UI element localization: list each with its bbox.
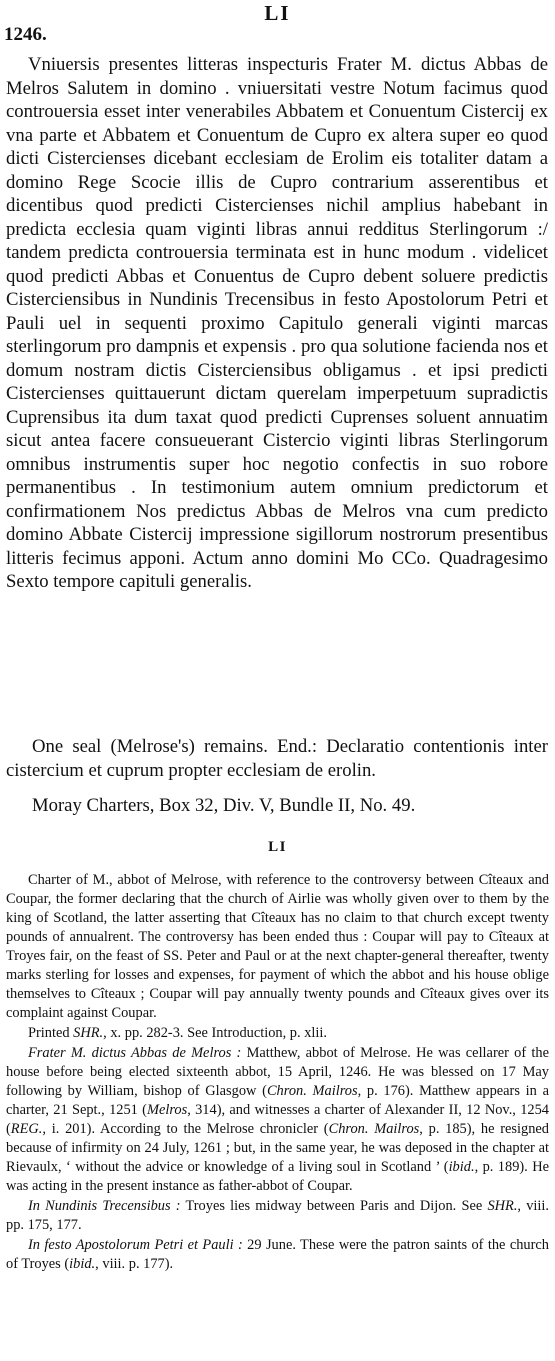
note-frater-text: , p. 185), he resigned because of infirmity on 24 July, 1261 ; but, in the same year, he was deposed in the chapter at Rievaulx, ‘ without the advice or knowledge of a living soul in Scotland ’ ( — [6, 1121, 549, 1175]
note-frater-citation: ibid. — [448, 1159, 475, 1175]
note-festo-lemma: In festo Apostolorum Petri et Pauli : — [28, 1237, 243, 1253]
note-frater-text: , 314), and witnesses a charter of Alexander II, 12 Nov., 1254 ( — [6, 1102, 549, 1137]
source-reference: Moray Charters, Box 32, Div. V, Bundle II, No. 49. — [32, 795, 416, 816]
printed-sigla: SHR. — [73, 1025, 104, 1041]
note-nundinis-lemma: In Nundinis Trecensibus : — [28, 1198, 181, 1214]
note-frater-text: , p. 176). Matthew appears in a charter, 21 Sept., 1251 ( — [6, 1083, 549, 1118]
note-frater-citation: Chron. Mailros — [328, 1121, 420, 1137]
note-nundinis — [6, 1197, 549, 1235]
seal-note-paragraph: One seal (Melrose's) remains. End.: Declaratio contentionis inter cistercium et cuprum propter ecclesiam de erolin. — [6, 736, 548, 781]
note-frater-text: Matthew, abbot of Melrose. He was cellarer of the house before being elected sixteenth abbot, 15 April, 1246. He was blessed on 17 May following by William, bishop of Glasgow ( — [6, 1045, 549, 1099]
note-nundinis-citation: SHR. — [487, 1198, 518, 1214]
note-frater-citation: REG. — [10, 1121, 43, 1137]
english-commentary — [6, 871, 549, 1274]
printed-rest: , x. pp. 282-3. See Introduction, p. xlii. — [103, 1025, 327, 1041]
charter-year: 1246. — [4, 24, 47, 45]
note-festo — [6, 1236, 549, 1274]
note-frater-text: , i. 201). According to the Melrose chronicler ( — [42, 1121, 329, 1137]
note-frater-citation: Chron. Mailros — [266, 1083, 358, 1099]
note-festo-text: 29 June. These were the patron saints of the church of Troyes ( — [6, 1237, 549, 1272]
charter-number-heading: LI — [264, 1, 291, 25]
summary-paragraph: Charter of M., abbot of Melrose, with reference to the controversy between Cîteaux and Coupar, the former declaring that the church of Airlie was wholly given over to them by the king of Scotland, the latter asserting that Cîteaux has no claim to that church except twenty pounds of annualrent. The controversy has been ended thus : Coupar will pay to Cîteaux at Troyes fair, on the feast of SS. Peter and Paul or at the next chapter-general thereafter, twenty marks sterling for losses and expenses, for payment of which the abbot and his house oblige themselves to Cîteaux ; Coupar will pay annually twenty pounds and Cîteaux gives over its complaint against Coupar. — [6, 872, 549, 1021]
note-nundinis-text: Troyes lies midway between Paris and Dijon. See — [180, 1198, 488, 1214]
note-frater-citation: Melros — [146, 1102, 188, 1118]
seal-note — [6, 735, 548, 782]
note-frater-text: , p. 189). He was acting in the present instance as father-abbot of Coupar. — [6, 1159, 549, 1194]
note-nundinis-text: , viii. pp. 175, 177. — [6, 1198, 549, 1233]
note-frater-lemma: Frater M. dictus Abbas de Melros : — [28, 1045, 242, 1061]
latin-charter-text — [6, 53, 548, 594]
translation-heading: LI — [268, 839, 287, 855]
note-festo-text: , viii. p. 177). — [95, 1256, 174, 1272]
printed-note — [6, 1024, 549, 1043]
note-festo-citation: ibid. — [69, 1256, 96, 1272]
latin-paragraph: Vniuersis presentes litteras inspecturis Frater M. dictus Abbas de Melros Salutem in domino . vniuersitati vestre Notum facimus quod controuersia esset inter venerabiles Abbatem et Conuentum Cistercij ex vna parte et Abbatem et Conuentum de Cupro ex altera super eo quod dicti Cistercienses dicebant ecclesiam de Erolim eis totaliter datam a domino Rege Scocie illis de Cupro contrarium asserentibus et dicentibus quod predicti Cistercienses nichil amplius habebant in predicta ecclesia quam viginti libras annui redditus Sterlingorum :/ tandem predicta controuersia terminata est in hunc modum . videlicet quod predicti Abbas et Conuentus de Cupro debent soluere predictis Cisterciensibus in Nundinis Trecensibus in festo Apostolorum Petri et Pauli uel in sequenti proximo Capitulo generali viginti marcas sterlingorum pro dampnis et expensis . pro qua solutione facienda nos et domum nostram dictis Cisterciensibus obligamus . et ipsi predicti Cistercienses quittauerunt dictam querelam imperpetuum supradictis Cuprensibus ita dum taxat quod predicti Cuprenses soluent annuatim sicut antea facere consueuerant Cistercio viginti libras Sterlingorum omnibus instrumentis super hoc negotio confectis in suo robore permanentibus . In testimonium autem omnium predictorum et confirmationem Nos predictus Abbas de Melros vna cum predicto domino Abbate Cistercij impressione sigillorum nostrorum presentibus litteris fecimus apponi. Actum anno domini Mo CCo. Quadragesimo Sexto tempore capituli generalis. — [6, 54, 548, 592]
note-frater — [6, 1044, 549, 1196]
printed-prefix: Printed — [28, 1025, 74, 1041]
